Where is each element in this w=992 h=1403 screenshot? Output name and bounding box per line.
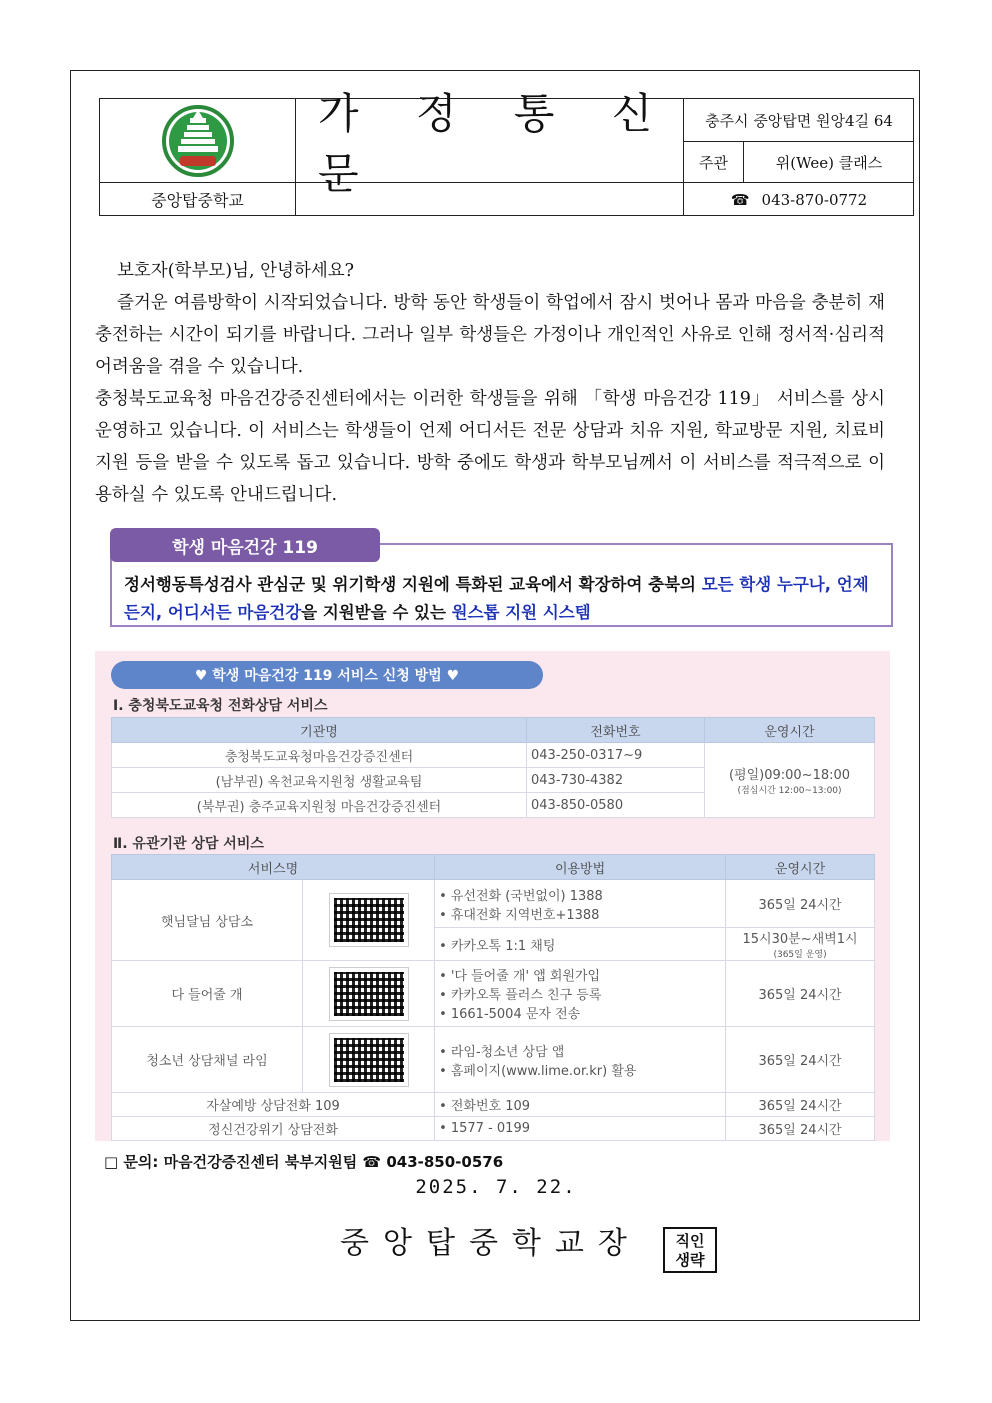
service-name: 햇님달님 상담소: [112, 880, 303, 961]
desc-part-c: 을 지원받을 수 있는: [301, 603, 452, 622]
qr-cell: [303, 961, 435, 1027]
desc-highlight-1: 모든 학생 누구나, 언제든지, 어디서든 마음건강: [124, 575, 869, 622]
program-tag: 학생 마음건강 119: [110, 528, 380, 562]
host-label: 주관: [684, 142, 744, 183]
school-address: 충주시 중앙탑면 원앙4길 64: [684, 99, 914, 142]
method-cell: • 전화번호 109: [435, 1093, 726, 1117]
info-pill-title: ♥ 학생 마음건강 119 서비스 신청 방법 ♥: [111, 661, 543, 689]
qr-code-icon: [330, 894, 408, 946]
col-header: 기관명: [112, 718, 527, 743]
page-title: 가 정 통 신 문: [296, 99, 684, 183]
phone-icon: ☎: [730, 190, 750, 209]
qr-code-icon: [330, 1034, 408, 1086]
hours-cell: 15시30분~새벽1시 (365일 운영): [726, 928, 875, 961]
hours-cell: 365일 24시간: [726, 880, 875, 928]
tel-cell: 043-730-4382: [527, 768, 705, 793]
issue-date: 2025. 7. 22.: [415, 1176, 577, 1198]
school-phone: [684, 183, 914, 216]
method-cell: • 카카오톡 1:1 채팅: [435, 928, 726, 961]
header-blank: [296, 183, 684, 216]
service-name: 다 들어줄 개: [112, 961, 303, 1027]
tel-cell: 043-250-0317~9: [527, 743, 705, 768]
method-cell: • 1577 - 0199: [435, 1117, 726, 1141]
hours-cell: 365일 24시간: [726, 1093, 875, 1117]
pagoda-logo-icon: [156, 104, 240, 178]
method-cell: • 라임-청소년 상담 앱 • 홈페이지(www.lime.or.kr) 활용: [435, 1027, 726, 1093]
col-header: 운영시간: [705, 718, 875, 743]
paragraph-1: 즐거운 여름방학이 시작되었습니다. 방학 동안 학생들이 학업에서 잠시 벗어나 몸과 마음을 충분히 재충전하는 시간이 되기를 바랍니다. 그러나 일부 학생들은 가정이나 개인적인 사유로 인해 정서적·심리적 어려움을 겪을 수 있습니다.: [95, 293, 885, 377]
qr-code-icon: [330, 968, 408, 1020]
col-header: 서비스명: [112, 855, 435, 880]
method-cell: • '다 들어줄 개' 앱 회원가입 • 카카오톡 플러스 친구 등록 • 1661-5004 문자 전송: [435, 961, 726, 1027]
qr-cell: [303, 880, 435, 961]
program-description: [124, 571, 883, 627]
service-info-panel: [95, 651, 890, 1141]
letter-body: [95, 255, 885, 511]
greeting: 보호자(학부모)님, 안녕하세요?: [117, 261, 355, 281]
desc-part-a: 정서행동특성검사 관심군 및 위기학생 지원에 특화된 교육에서 확장하여 충북의: [124, 575, 702, 594]
service-name: 정신건강위기 상담전화: [112, 1117, 435, 1141]
hours-cell: 365일 24시간: [726, 1117, 875, 1141]
school-logo: [100, 99, 296, 183]
hours-cell: 365일 24시간: [726, 961, 875, 1027]
seal-omitted-stamp: 직인 생략: [663, 1227, 717, 1273]
qr-cell: [303, 1027, 435, 1093]
org-cell: (북부권) 충주교육지원청 마음건강증진센터: [112, 793, 527, 818]
related-service-table: [111, 854, 875, 1141]
phone-service-table: [111, 717, 875, 818]
org-cell: 충청북도교육청마음건강증진센터: [112, 743, 527, 768]
hours-cell: 365일 24시간: [726, 1027, 875, 1093]
school-name: 중앙탑중학교: [100, 183, 296, 216]
service-name: 자살예방 상담전화 109: [112, 1093, 435, 1117]
service-name: 청소년 상담채널 라임: [112, 1027, 303, 1093]
desc-highlight-2: 원스톱 지원 시스템: [451, 603, 591, 622]
host-value: 위(Wee) 클래스: [744, 142, 914, 183]
phone-number: 043-870-0772: [761, 190, 868, 209]
tel-cell: 043-850-0580: [527, 793, 705, 818]
col-header: 전화번호: [527, 718, 705, 743]
org-cell: (남부권) 옥천교육지원청 생활교육팀: [112, 768, 527, 793]
section-2-title: Ⅱ. 유관기관 상담 서비스: [113, 836, 264, 852]
header-table: [99, 88, 914, 216]
hours-cell: (평일)09:00~18:00 (점심시간 12:00~13:00): [705, 743, 875, 818]
method-cell: • 유선전화 (국번없이) 1388 • 휴대전화 지역번호+1388: [435, 880, 726, 928]
principal-signature: 중앙탑중학교장: [340, 1226, 641, 1261]
col-header: 이용방법: [435, 855, 726, 880]
inquiry-line: □ 문의: 마음건강증진센터 북부지원팀 ☎ 043-850-0576: [104, 1153, 504, 1171]
col-header: 운영시간: [726, 855, 875, 880]
section-1-title: Ⅰ. 충청북도교육청 전화상담 서비스: [113, 698, 328, 714]
tag-connector: [380, 543, 394, 545]
paragraph-2: 충청북도교육청 마음건강증진센터에서는 이러한 학생들을 위해 「학생 마음건강 119」 서비스를 상시 운영하고 있습니다. 이 서비스는 학생들이 언제 어디서든 전문 상담과 치유 지원, 학교방문 지원, 치료비 지원 등을 받을 수 있도록 돕고 있습니다. 방학 중에도 학생과 학부모님께서 이 서비스를 적극적으로 이용하실 수 있도록 안내드립니다.: [95, 389, 885, 505]
